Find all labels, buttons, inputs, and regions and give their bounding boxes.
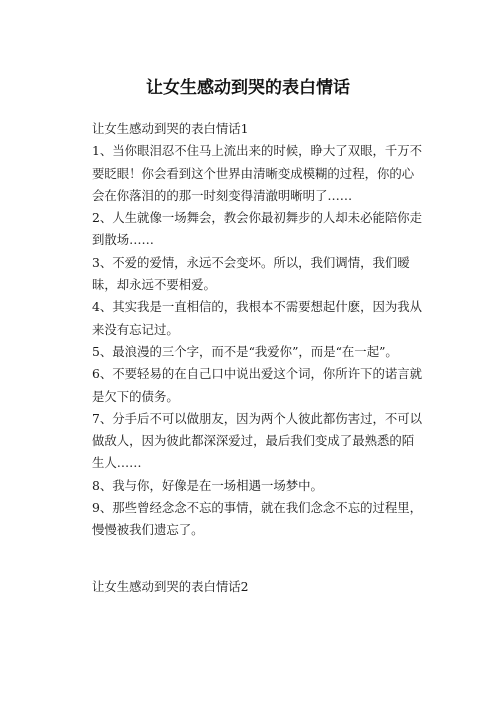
section-gap (92, 542, 425, 576)
list-item: 4、其实我是一直相信的，我根本不需要想起什麽，因为我从来没有忘记过。 (92, 299, 423, 337)
list-item: 1、当你眼泪忍不住马上流出来的时候，睁大了双眼，千万不要眨眼！你会看到这个世界由清晰变成模糊的过程，你的心会在你落泪的的那一时刻变得清澈明晰明了…… (92, 143, 423, 203)
list-item: 8、我与你，好像是在一场相遇一场梦中。 (92, 477, 323, 493)
section-heading-2: 让女生感动到哭的表白情话2 (92, 578, 249, 594)
list-item: 3、不爱的爱情，永远不会变坏。所以，我们调情，我们暧昧，却永远不要相爱。 (92, 254, 410, 293)
list-item: 6、不要轻易的在自己口中说出爱这个词，你所许下的诺言就是欠下的债务。 (92, 366, 423, 404)
document-title: 让女生感动到哭的表白情话 (146, 78, 350, 98)
list-item: 2、人生就像一场舞会，教会你最初舞步的人却未必能陪你走到散场…… (92, 210, 423, 248)
list-item: 9、那些曾经念念不忘的事情，就在我们念念不忘的过程里，慢慢被我们遗忘了。 (92, 500, 423, 538)
section-heading-1: 让女生感动到哭的表白情话1 (92, 121, 249, 136)
list-item: 5、最浪漫的三个字，而不是“我爱你”，而是“在一起”。 (92, 343, 398, 359)
document-body (92, 118, 425, 598)
list-item: 7、分手后不可以做朋友，因为两个人彼此都伤害过，不可以做敌人，因为彼此都深深爱过，最后我们变成了最熟悉的陌生人…… (92, 410, 423, 471)
